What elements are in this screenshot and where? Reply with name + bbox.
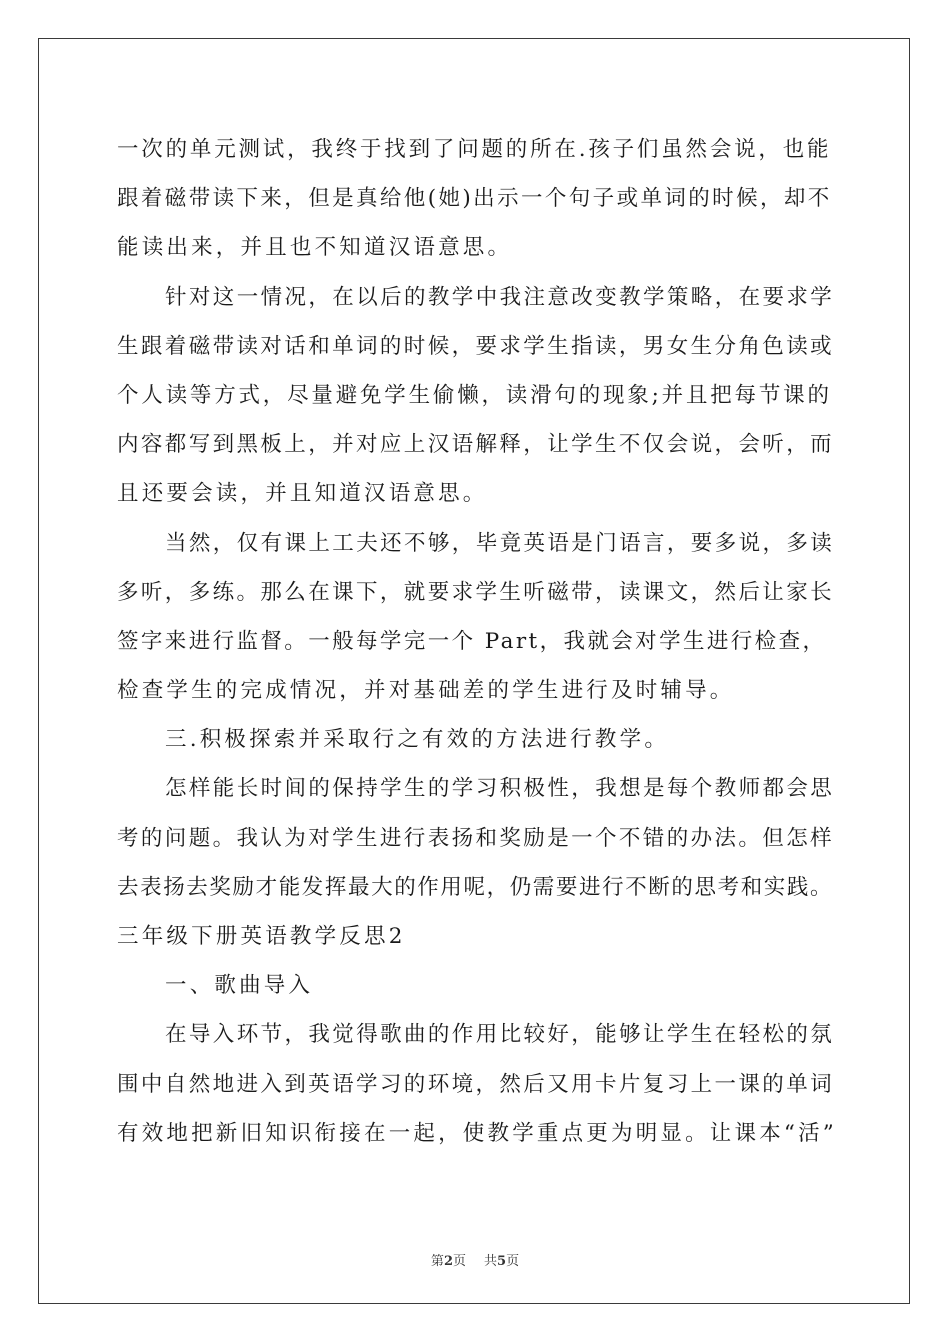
page-number: 2	[443, 1254, 453, 1269]
paragraph-start: 怎样能长时间的保持学生的学习积极性，我想是每个教师都会思	[165, 776, 835, 802]
paragraph-start: 针对这一情况，在以后的教学中我注意改变教学策略，在要求学	[165, 284, 835, 310]
text-line: 考的问题。我认为对学生进行表扬和奖励是一个不错的办法。但怎样	[117, 825, 835, 851]
paragraph-start: 当然，仅有课上工夫还不够，毕竟英语是门语言，要多说，多读	[165, 530, 835, 556]
total-suffix: 页	[506, 1254, 520, 1269]
document-body	[117, 130, 837, 1163]
total-prefix: 共	[484, 1254, 498, 1269]
text-line: 一次的单元测试，我终于找到了问题的所在.孩子们虽然会说，也能	[117, 137, 832, 162]
total-pages: 5	[497, 1254, 507, 1269]
page-suffix: 页	[452, 1254, 466, 1269]
text-line: 内容都写到黑板上，并对应上汉语解释，让学生不仅会说，会听，而	[117, 432, 835, 458]
page-prefix: 第	[430, 1254, 444, 1269]
text-line: 且还要会读，并且知道汉语意思。	[117, 481, 488, 507]
text-line: 能读出来，并且也不知道汉语意思。	[117, 235, 513, 261]
text-line: 多听，多练。那么在课下，就要求学生听磁带，读课文，然后让家长	[117, 579, 835, 605]
document-title: 三年级下册英语教学反思2	[117, 924, 406, 949]
text-line: 围中自然地进入到英语学习的环境，然后又用卡片复习上一课的单词	[117, 1071, 835, 1097]
section-heading: 三.积极探索并采取行之有效的方法进行教学。	[165, 727, 670, 753]
paragraph-start: 在导入环节，我觉得歌曲的作用比较好，能够让学生在轻松的氛	[165, 1022, 835, 1048]
page-footer	[0, 1250, 950, 1269]
text-line: 个人读等方式，尽量避免学生偷懒，读滑句的现象;并且把每节课的	[117, 382, 832, 408]
text-line: 生跟着磁带读对话和单词的时候，要求学生指读，男女生分角色读或	[117, 333, 835, 359]
text-line: 跟着磁带读下来，但是真给他(她)出示一个句子或单词的时候，却不	[117, 186, 832, 212]
text-line: 去表扬去奖励才能发挥最大的作用呢，仍需要进行不断的思考和实践。	[117, 874, 834, 900]
text-line: 签字来进行监督。一般每学完一个 Part，我就会对学生进行检查，	[117, 628, 827, 654]
section-heading: 一、歌曲导入	[165, 973, 314, 999]
text-line: 检查学生的完成情况，并对基础差的学生进行及时辅导。	[117, 678, 735, 704]
text-line: 有效地把新旧知识衔接在一起，使教学重点更为明显。让课本“活”	[117, 1120, 837, 1146]
